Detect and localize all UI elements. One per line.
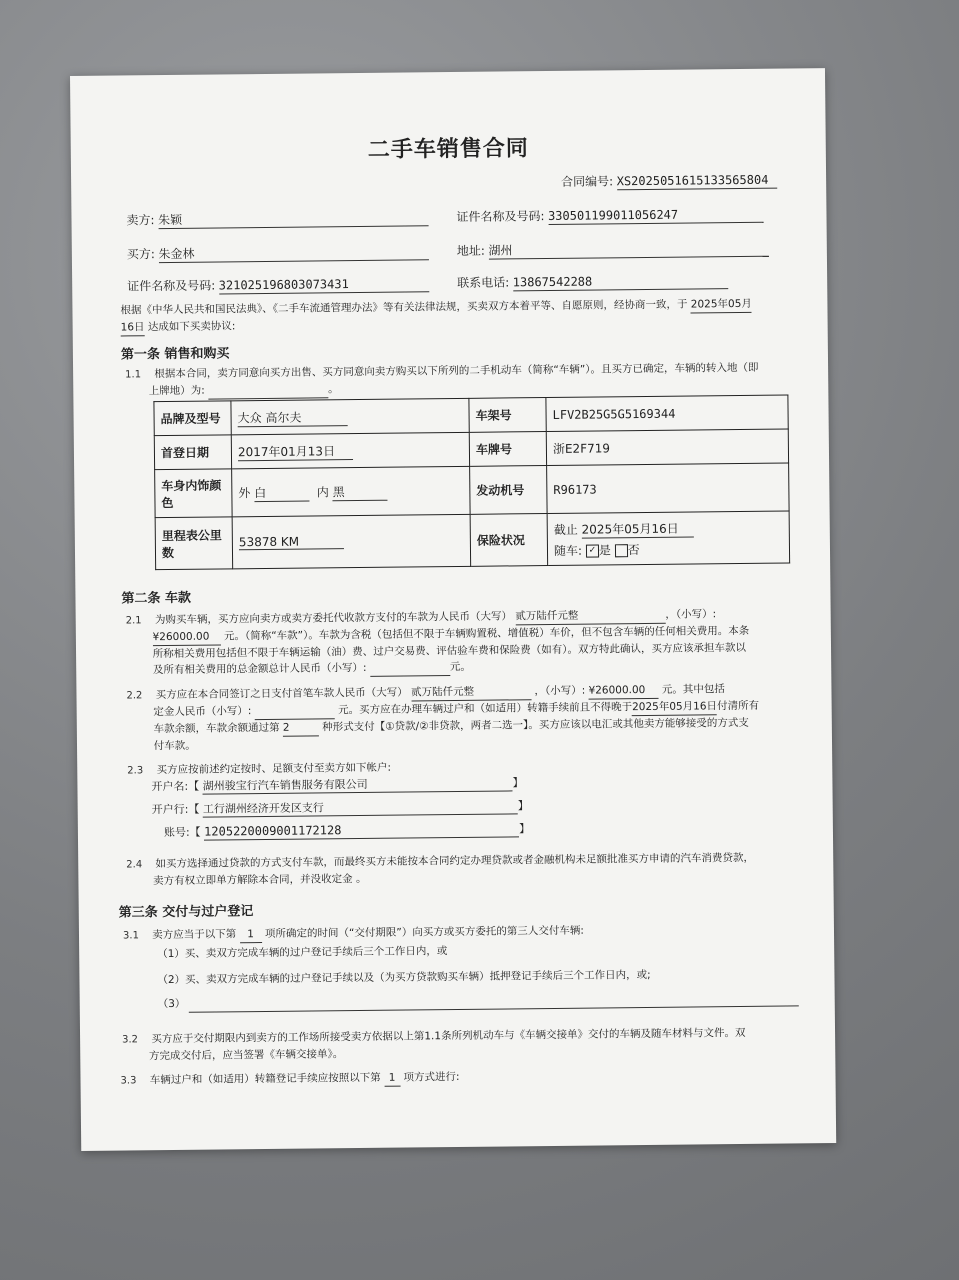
clause-number: 2.1 bbox=[125, 615, 142, 627]
preamble-date-day: 16日 bbox=[121, 319, 145, 336]
account-holder-value: 湖州骏宝行汽车销售服务有限公司 bbox=[203, 775, 513, 794]
clause-3-3-text-b: 项方式进行: bbox=[400, 1070, 460, 1084]
buyer-phone-value: 13867542288 bbox=[513, 273, 728, 291]
clause-2-2-text-i: 付车款。 bbox=[153, 739, 196, 753]
contract-title: 二手车销售合同 bbox=[367, 136, 529, 163]
first-reg-label: 首登日期 bbox=[154, 435, 231, 470]
bank-label: 开户行: bbox=[151, 802, 189, 817]
interior-label: 内 bbox=[316, 484, 329, 499]
clause-number: 2.3 bbox=[127, 765, 144, 777]
first-payment-number: ¥26000.00 bbox=[588, 682, 658, 700]
clause-2-2-text-h: 种形式支付【①贷款/②非贷款，两者二选一】。买方应该以电汇或其他卖方能够接受的方式支 bbox=[318, 716, 749, 734]
clause-2-1-text-b: ，（小写）: bbox=[665, 608, 717, 621]
plate-value: 浙E2F719 bbox=[546, 429, 788, 466]
preamble-end: 达成如下买卖协议: bbox=[144, 320, 236, 334]
seller-label: 卖方: bbox=[126, 213, 155, 228]
clause-3-1-text-b: 项所确定的时间（“交付期限”）向买方或买方委托的第三人交付车辆: bbox=[261, 924, 584, 941]
clause-number: 3.2 bbox=[122, 1034, 139, 1046]
clause-2-2-text-g: 车款余额，车款余额通过第 bbox=[153, 721, 283, 736]
vin-value: LFV2B25G5G5169344 bbox=[546, 395, 788, 432]
price-number: ¥26000.00 bbox=[153, 628, 221, 646]
clause-number: 3.1 bbox=[122, 930, 139, 942]
seller-name: 朱颖 bbox=[158, 210, 428, 229]
first-payment-chinese: 贰万陆仟元整 bbox=[411, 683, 531, 701]
clause-3-1-text: 卖方应当于以下第 bbox=[152, 928, 240, 942]
preamble-text: 根据《中华人民共和国民法典》、《二手车流通管理办法》等有关法律法规，买卖双方本着平等、自愿原则，经协商一致，于 bbox=[120, 298, 691, 317]
interior-color: 黑 bbox=[333, 482, 388, 501]
option-3-blank bbox=[189, 990, 799, 1012]
vin-label: 车架号 bbox=[469, 398, 546, 433]
clause-number: 1.1 bbox=[125, 369, 142, 381]
clause-1-1-text-2: 上牌地）为: bbox=[148, 384, 209, 398]
preamble-date: 2025年05月 bbox=[691, 296, 752, 314]
buyer-address-label: 地址: bbox=[456, 243, 485, 258]
delivery-option-3: （3） bbox=[157, 997, 186, 1011]
mileage-value: 53878 KM bbox=[239, 534, 344, 550]
insurance-label: 保险状况 bbox=[470, 514, 548, 567]
article3-heading: 第三条 交付与过户登记 bbox=[118, 904, 254, 921]
account-number-value: 1205220009001172128 bbox=[204, 821, 519, 840]
deposit-blank bbox=[255, 702, 335, 720]
clause-2-4-text: 如买方选择通过贷款的方式支付车款，而最终买方未能按本合同约定办理贷款或者金融机构未足额批准买方申请的汽车消费贷款， bbox=[155, 851, 755, 871]
clause-2-1-text: 为购买车辆，买方应向卖方或卖方委托代收款方支付的车款为人民币（大写） bbox=[154, 610, 516, 627]
payment-deadline: 2025年05月16日 bbox=[632, 698, 717, 716]
vehicle-table bbox=[153, 394, 790, 570]
clause-2-1-text-c: 元。（简称“车款”）。车款为含税（包括但不限于车辆购置税、增值税）车价，但不包含车辆的任何相关费用。本条 bbox=[220, 624, 750, 643]
contract-no-label: 合同编号: bbox=[561, 174, 614, 189]
buyer-address-value: 湖州 bbox=[488, 241, 768, 260]
clause-2-4-text-b: 卖方有权立即单方解除本合同，并没收定金 。 bbox=[153, 872, 367, 888]
checkbox-no[interactable] bbox=[615, 544, 628, 557]
engine-value: R96173 bbox=[547, 463, 789, 514]
buyer-name: 朱金林 bbox=[158, 244, 428, 263]
clause-2-2-text-e: 元。买方应在办理车辆过户和（如适用）转籍手续前且不得晚于 bbox=[334, 701, 633, 717]
clause-number: 2.4 bbox=[126, 859, 143, 871]
clause-3-3-text: 车辆过户和（如适用）转籍登记手续应按照以下第 bbox=[149, 1071, 385, 1087]
engine-label: 发动机号 bbox=[470, 466, 547, 515]
first-reg-value: 2017年01月13日 bbox=[238, 442, 353, 461]
exterior-label: 外 bbox=[238, 485, 251, 500]
article1-heading: 第一条 销售和购买 bbox=[120, 346, 230, 363]
clause-2-2-text-f: 付清所有 bbox=[716, 699, 760, 713]
clause-number: 2.2 bbox=[126, 690, 143, 702]
plate-label: 车牌号 bbox=[469, 432, 546, 467]
buyer-id-label: 证件名称及号码: bbox=[127, 278, 216, 294]
clause-2-3-text: 买方应按前述约定按时、足额支付至卖方如下帐户: bbox=[156, 761, 392, 777]
exterior-color: 白 bbox=[254, 483, 309, 502]
yuan-label: 元。 bbox=[449, 660, 471, 674]
clause-2-2-text-b: ，（小写）: bbox=[531, 684, 589, 698]
bank-value: 工行湖州经济开发区支行 bbox=[203, 798, 518, 817]
brand-value: 大众 高尔夫 bbox=[237, 408, 347, 427]
clause-2-1-text-e: 及所有相关费用的总金额总计人民币（小写）: bbox=[152, 661, 370, 677]
price-chinese: 贰万陆仟元整 bbox=[515, 607, 665, 626]
brand-label: 品牌及型号 bbox=[154, 401, 231, 436]
account-number-label: 账号: bbox=[163, 825, 190, 840]
clause-2-2-text-d: 定金人民币（小写）: bbox=[153, 705, 255, 719]
account-holder-label: 开户名: bbox=[151, 779, 189, 794]
transfer-option: 1 bbox=[384, 1070, 400, 1087]
follow-label: 随车: bbox=[553, 543, 583, 558]
mileage-label: 里程表公里数 bbox=[155, 517, 233, 570]
buyer-label: 买方: bbox=[126, 247, 155, 262]
yes-label: 是 bbox=[598, 542, 611, 557]
seller-id-value: 330501199011056247 bbox=[548, 207, 763, 225]
delivery-option-1: （1）买、卖双方完成车辆的过户登记手续后三个工作日内，或 bbox=[157, 945, 448, 961]
clause-3-2-text-b: 方完成交付后，应当签署《车辆交接单》。 bbox=[148, 1048, 344, 1063]
clause-2-2-text: 买方应在本合同签订之日支付首笔车款人民币（大写） bbox=[155, 686, 412, 702]
clause-2-1-text-d: 所称相关费用包括但不限于车辆运输（油）费、过户交易费、评估验车费和保险费（如有）。双方特此确认，买方应该承担车款以 bbox=[152, 641, 747, 661]
article2-heading: 第二条 车款 bbox=[121, 590, 192, 607]
clause-2-2-text-c: 元。其中包括 bbox=[658, 683, 725, 696]
buyer-id-value: 321025196803073431 bbox=[219, 276, 429, 294]
total-blank bbox=[370, 659, 450, 677]
delivery-option: 1 bbox=[240, 926, 262, 943]
register-place-blank bbox=[208, 381, 328, 399]
seller-id-label: 证件名称及号码: bbox=[456, 209, 545, 224]
contract-paper: 二手车销售合同 合同编号: XS2025051615133565804 卖方: 朱颖 证件名称及号码: 330501199011056247 买方: 朱金林 地址: 湖州 证件名称及号码: 321025196803073431 联系电话: 13867542288 根据《中华人民共和国民法典》、《二手车流通管理办法》等有关法律法规，买卖双方本着平等、自愿原则，经协商一致，于 2025年05月 16日 达成如下买卖协议: 第一条 销售和购买 1.1 根据本合同，卖方同意向买方出售、买方同意向卖方购买以下所列的二手机动车（简称“车辆”）。且买方已确定，车辆的转入地（即 上牌地）为: 。 品牌及型号 大众 高尔夫 车架号 LFV2B25G5G5169344 首登日期 2017年01月13日 车牌号 浙E2F719 车身内饰颜色 外 白 内 黑 发动机号 R96173 里程表公里数 53878 KM 保险状况 截止 2025年05月16日 随车: ✓ 是 否 第二条 车款 2.1 为购买车辆，买方应向卖方或卖方委托代收款方支付的车款为人民币（大写） 贰万陆仟元整 ，（小写）: ¥26000.00 元。（简称“车款”）。车款为含税（包括但不限于车辆购置税、增值税）车价，但不包含车辆的任何相关费用。本条 所称相关费用包括但不限于车辆运输（油）费、过户交易费、评估验车费和保险费（如有）。双方特此确认，买方应该承担车款以 及所有相关费用的总金额总计人民币（小写）: 元。 2.2 买方应在本合同签订之日支付首笔车款人民币（大写） 贰万陆仟元整 ，（小写）: ¥26000.00 元。其中包括 定金人民币（小写）: 元。买方应在办理车辆过户和（如适用）转籍手续前且不得晚于2025年05月16日付清所有 车款余额，车款余额通过第 2 种形式支付【①贷款/②非贷款，两者二选一】。买方应该以电汇或其他卖方能够接受的方式支 付车款。 2.3 买方应按前述约定按时、足额支付至卖方如下帐户: 开户名:【 湖州骏宝行汽车销售服务有限公司 】 开户行:【 工行湖州经济开发区支行 】 账号:【 1205220009001172128 】 2.4 如买方选择通过贷款的方式支付车款，而最终买方未能按本合同约定办理贷款或者金融机构未足额批准买方申请的汽车消费贷款， 卖方有权立即单方解除本合同，并没收定金 。 第三条 交付与过户登记 3.1 卖方应当于以下第 1 项所确定的时间（“交付期限”）向买方或买方委托的第三人交付车辆: （1）买、卖双方完成车辆的过户登记手续后三个工作日内，或 （2）买、卖双方完成车辆的过户登记手续以及（为买方贷款购买车辆）抵押登记手续后三个工作日内，或; （3） 3.2 买方应于交付期限内到卖方的工作场所接受卖方依据以上第1.1条所列机动车与《车辆交接单》交付的车辆及随车材料与文件。双 方完成交付后，应当签署《车辆交接单》。 3.3 车辆过户和（如适用）转籍登记手续应按照以下第 1 项方式进行: bbox=[70, 68, 836, 1151]
delivery-option-2: （2）买、卖双方完成车辆的过户登记手续以及（为买方贷款购买车辆）抵押登记手续后三个工作日内，或; bbox=[157, 968, 651, 987]
insurance-until-label: 截止 bbox=[553, 522, 578, 537]
clause-3-2-text: 买方应于交付期限内到卖方的工作场所接受卖方依据以上第1.1条所列机动车与《车辆交接单》交付的车辆及随车材料与文件。双 bbox=[151, 1026, 746, 1046]
color-label: 车身内饰颜色 bbox=[155, 469, 232, 518]
no-label: 否 bbox=[627, 542, 640, 557]
contract-no-value: XS2025051615133565804 bbox=[617, 173, 777, 191]
checkbox-yes[interactable]: ✓ bbox=[586, 544, 599, 557]
buyer-phone-label: 联系电话: bbox=[457, 275, 510, 290]
insurance-until-value: 2025年05月16日 bbox=[582, 519, 694, 538]
payment-method: 2 bbox=[283, 719, 319, 736]
clause-1-1-text: 根据本合同，卖方同意向买方出售、买方同意向卖方购买以下所列的二手机动车（简称“车辆”）。且买方已确定，车辆的转入地（即 bbox=[154, 361, 759, 381]
clause-number: 3.3 bbox=[120, 1075, 137, 1087]
